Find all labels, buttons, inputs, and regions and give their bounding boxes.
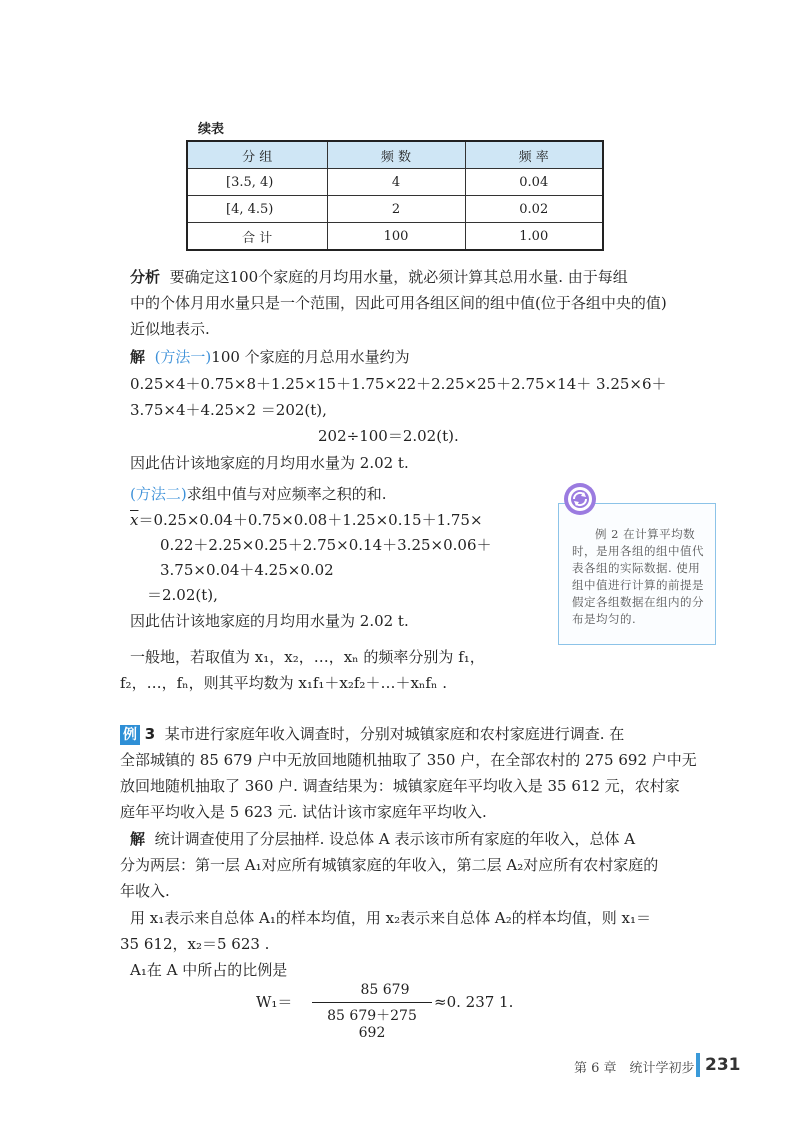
solution-label: 解: [130, 348, 146, 366]
analysis-text: 要确定这100个家庭的月均用水量，就必须计算其总用水量. 由于每组: [169, 268, 628, 286]
table-row: [187, 196, 603, 223]
example-number: 3: [144, 725, 156, 743]
table-cell: 1.00: [465, 223, 603, 251]
solution3-line-3: 年收入.: [120, 882, 170, 900]
solution2-expr-3: 3.75×0.04＋4.25×0.02: [160, 561, 334, 579]
solution2-expr-1: [130, 508, 483, 532]
table-caption: 续表: [198, 122, 225, 137]
analysis-line-3: 近似地表示.: [130, 320, 210, 338]
solution2-expr-4: ＝2.02(t),: [147, 586, 218, 604]
solution3-line-1: [130, 827, 635, 851]
table-row: [187, 169, 603, 196]
analysis-line-1: [130, 265, 628, 289]
solution1-expr-3: 202÷100＝2.02(t).: [318, 427, 459, 445]
table-cell: 100: [327, 223, 465, 251]
fraction-rhs: ≈0. 237 1.: [434, 993, 514, 1011]
chapter-footer: 第 6 章 统计学初步: [574, 1061, 695, 1076]
example3-line-4: 庭年平均收入是 5 623 元. 试估计该市家庭年平均收入.: [120, 803, 487, 821]
fraction-denominator: 85 679＋275 692: [327, 1008, 417, 1041]
solution3-line-5: 35 612，x₂＝5 623 .: [120, 935, 270, 953]
fraction-bar: [312, 1002, 432, 1003]
fraction-lhs: W₁＝: [256, 993, 293, 1011]
table-row: [187, 223, 603, 251]
table-cell: 合 计: [187, 223, 327, 251]
method-two-label: (方法二): [130, 485, 187, 503]
table-cell: [3.5, 4): [187, 169, 327, 196]
table-header-cell: 分 组: [187, 141, 327, 169]
solution3-text-1: 统计调查使用了分层抽样. 设总体 A 表示该市所有家庭的年收入，总体 A: [154, 830, 636, 848]
solution2-intro-text: 求组中值与对应频率之积的和.: [186, 485, 387, 503]
footer-divider: [696, 1053, 700, 1077]
solution2-expr-1-text: ＝0.25×0.04＋0.75×0.08＋1.25×0.15＋1.75×: [138, 511, 483, 529]
solution1-intro: [130, 345, 410, 369]
example3-line-3: 放回地随机抽取了 360 户. 调查结果为：城镇家庭年平均收入是 35 612 元，农村家: [120, 777, 680, 795]
example3-text-1: 某市进行家庭年收入调查时，分别对城镇家庭和农村家庭进行调查. 在: [164, 725, 625, 743]
example3-line-2: 全部城镇的 85 679 户中无放回地随机抽取了 350 户，在全部农村的 275 692 户中无: [120, 751, 697, 769]
table-header-cell: 频 数: [327, 141, 465, 169]
example-badge: 例: [120, 725, 140, 745]
table-cell: 2: [327, 196, 465, 223]
example3-line-1: [120, 722, 624, 746]
table-cell: [4, 4.5): [187, 196, 327, 223]
table-header-row: [187, 141, 603, 169]
solution1-expr-2: 3.75×4＋4.25×2 ＝202(t),: [130, 401, 327, 419]
solution2-conclusion: 因此估计该地家庭的月均用水量为 2.02 t.: [130, 612, 409, 630]
fraction-numerator: 85 679: [360, 982, 410, 998]
xbar-symbol: $\overline{x}$: [130, 511, 139, 529]
side-note-text: 例 2 在计算平均数时，是用各组的组中值代表各组的实际数据. 使用组中值进行计算的前提是假定各组数据在组内的分布是均匀的.: [572, 527, 704, 626]
general-line-1: 一般地，若取值为 x₁，x₂，…，xₙ 的频率分别为 f₁，: [130, 648, 485, 666]
table-cell: 4: [327, 169, 465, 196]
solution1-expr-1: 0.25×4＋0.75×8＋1.25×15＋1.75×22＋2.25×25＋2.75×14＋ 3.25×6＋: [130, 375, 667, 393]
solution3-line-4: 用 x₁表示来自总体 A₁的样本均值，用 x₂表示来自总体 A₂的样本均值，则 x₁＝: [130, 909, 651, 927]
analysis-line-2: 中的个体月用水量只是一个范围，因此可用各组区间的组中值(位于各组中央的值): [130, 294, 667, 312]
solution1-intro-text: 100 个家庭的月总用水量约为: [211, 348, 410, 366]
table-header-cell: 频 率: [465, 141, 603, 169]
solution-label: 解: [130, 830, 146, 848]
solution1-conclusion: 因此估计该地家庭的月均用水量为 2.02 t.: [130, 454, 409, 472]
general-line-2: f₂，…，fₙ，则其平均数为 x₁f₁＋x₂f₂＋…＋xₙfₙ .: [120, 674, 447, 692]
solution3-line-6: A₁在 A 中所占的比例是: [130, 961, 288, 979]
solution2-intro: [130, 482, 387, 506]
solution2-expr-2: 0.22＋2.25×0.25＋2.75×0.14＋3.25×0.06＋: [160, 536, 492, 554]
table-cell: 0.02: [465, 196, 603, 223]
page-number: 231: [705, 1055, 741, 1075]
method-one-label: (方法一): [154, 348, 212, 366]
refresh-icon: [563, 482, 597, 516]
frequency-table: [186, 140, 604, 251]
table-cell: 0.04: [465, 169, 603, 196]
analysis-label: 分析: [130, 268, 161, 286]
solution3-line-2: 分为两层：第一层 A₁对应所有城镇家庭的年收入，第二层 A₂对应所有农村家庭的: [120, 856, 659, 874]
